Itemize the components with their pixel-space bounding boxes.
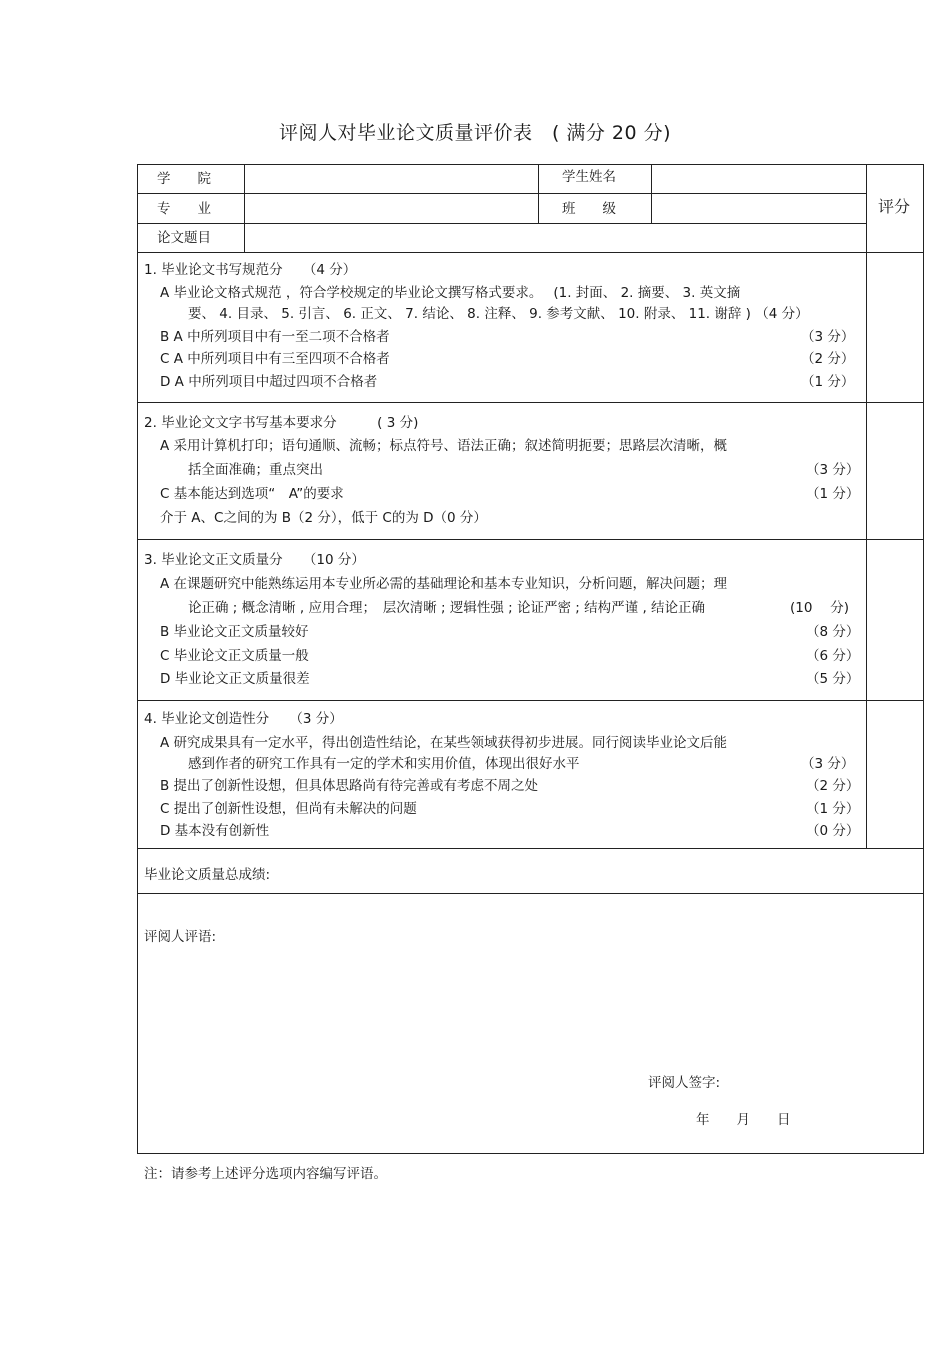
class-label: 班 级 [562, 201, 616, 217]
section-3-line: B 毕业论文正文质量较好 [160, 624, 309, 640]
section-3-points: （5 分） [806, 671, 860, 687]
page-title: 评阅人对毕业论文质量评价表 ( 满分 20 分) [278, 122, 672, 144]
section-1-line: B A 中所列项目中有一至二项不合格者 [160, 329, 390, 345]
section-1-points: （3 分） [801, 329, 855, 345]
college-label: 学 院 [157, 171, 211, 187]
footnote: 注：请参考上述评分选项内容编写评语。 [144, 1166, 387, 1182]
section-3-points: （8 分） [806, 624, 860, 640]
total-row-bottom [137, 893, 924, 894]
table-border-top [137, 164, 924, 165]
total-score-label: 毕业论文质量总成绩: [144, 867, 271, 883]
section-4-line: 感到作者的研究工作具有一定的学术和实用价值，体现出很好水平 [188, 756, 580, 772]
label-column-divider [244, 164, 245, 253]
section-4-bottom [137, 848, 924, 849]
section-1-line: A 毕业论文格式规范 ，符合学校规定的毕业论文撰写格式要求。 (1. 封面、 2. 摘要、 3. 英文摘 [160, 285, 741, 301]
major-label: 专 业 [157, 201, 211, 217]
section-2-points: （3 分） [806, 462, 860, 478]
section-2-heading: 2. 毕业论文文字书写基本要求分 ( 3 分) [144, 415, 419, 431]
score-column-divider [866, 164, 867, 849]
section-4-line: D 基本没有创新性 [160, 823, 270, 839]
section-1-points: （1 分） [801, 374, 855, 390]
section-3-heading: 3. 毕业论文正文质量分 （10 分） [144, 552, 365, 568]
section-1-heading: 1. 毕业论文书写规范分 （4 分） [144, 262, 357, 278]
date-label: 年 月 日 [696, 1112, 791, 1128]
section-4-points: （0 分） [806, 823, 860, 839]
header-bottom [137, 252, 924, 253]
section-2-line: 介于 A、C之间的为 B（2 分），低于 C的为 D（0 分） [160, 510, 487, 526]
section-4-line: B 提出了创新性设想，但具体思路尚有待完善或有考虑不周之处 [160, 778, 539, 794]
student-label-left-divider [538, 164, 539, 224]
table-border-right [923, 164, 924, 1154]
score-column-header: 评分 [878, 197, 911, 216]
row-divider-1 [137, 193, 866, 194]
table-border-left [137, 164, 138, 1154]
section-3-line: A 在课题研究中能熟练运用本专业所必需的基础理论和基本专业知识，分析问题，解决问题；理 [160, 576, 728, 592]
section-2-bottom [137, 539, 924, 540]
section-2-line: C 基本能达到选项“ A”的要求 [160, 486, 344, 502]
section-3-bottom [137, 700, 924, 701]
section-3-line: C 毕业论文正文质量一般 [160, 648, 309, 664]
signature-label: 评阅人签字: [648, 1075, 721, 1091]
row-divider-2 [137, 223, 866, 224]
section-4-line: A 研究成果具有一定水平，得出创造性结论，在某些领域获得初步进展。同行阅读毕业论文后能 [160, 735, 728, 751]
section-2-line: 括全面准确；重点突出 [188, 462, 323, 478]
section-2-line: A 采用计算机打印；语句通顺、流畅；标点符号、语法正确；叙述简明扼要；思路层次清晰，概 [160, 438, 728, 454]
section-1-line: 要、 4. 目录、 5. 引言、 6. 正文、 7. 结论、 8. 注释、 9. 参考文献、 10. 附录、 11. 谢辞 ) （4 分） [188, 306, 809, 322]
section-4-points: （3 分） [801, 756, 855, 772]
section-1-line: D A 中所列项目中超过四项不合格者 [160, 374, 378, 390]
section-4-points: （2 分） [806, 778, 860, 794]
section-4-heading: 4. 毕业论文创造性分 （3 分） [144, 711, 343, 727]
section-2-points: （1 分） [806, 486, 860, 502]
section-3-points: (10 分) [790, 600, 850, 616]
table-border-bottom [137, 1153, 924, 1154]
section-3-line: 论正确 ; 概念清晰 , 应用合理； 层次清晰 ; 逻辑性强 ; 论证严密 ; 结构严谨 , 结论正确 [188, 600, 706, 616]
section-1-bottom [137, 402, 924, 403]
comments-label: 评阅人评语: [144, 929, 217, 945]
section-4-line: C 提出了创新性设想，但尚有未解决的问题 [160, 801, 417, 817]
student-name-label: 学生姓名 [562, 169, 616, 185]
section-1-line: C A 中所列项目中有三至四项不合格者 [160, 351, 390, 367]
thesis-title-label: 论文题目 [157, 230, 211, 246]
student-label-right-divider [651, 164, 652, 224]
section-3-points: （6 分） [806, 648, 860, 664]
section-4-points: （1 分） [806, 801, 860, 817]
section-3-line: D 毕业论文正文质量很差 [160, 671, 310, 687]
section-1-points: （2 分） [801, 351, 855, 367]
